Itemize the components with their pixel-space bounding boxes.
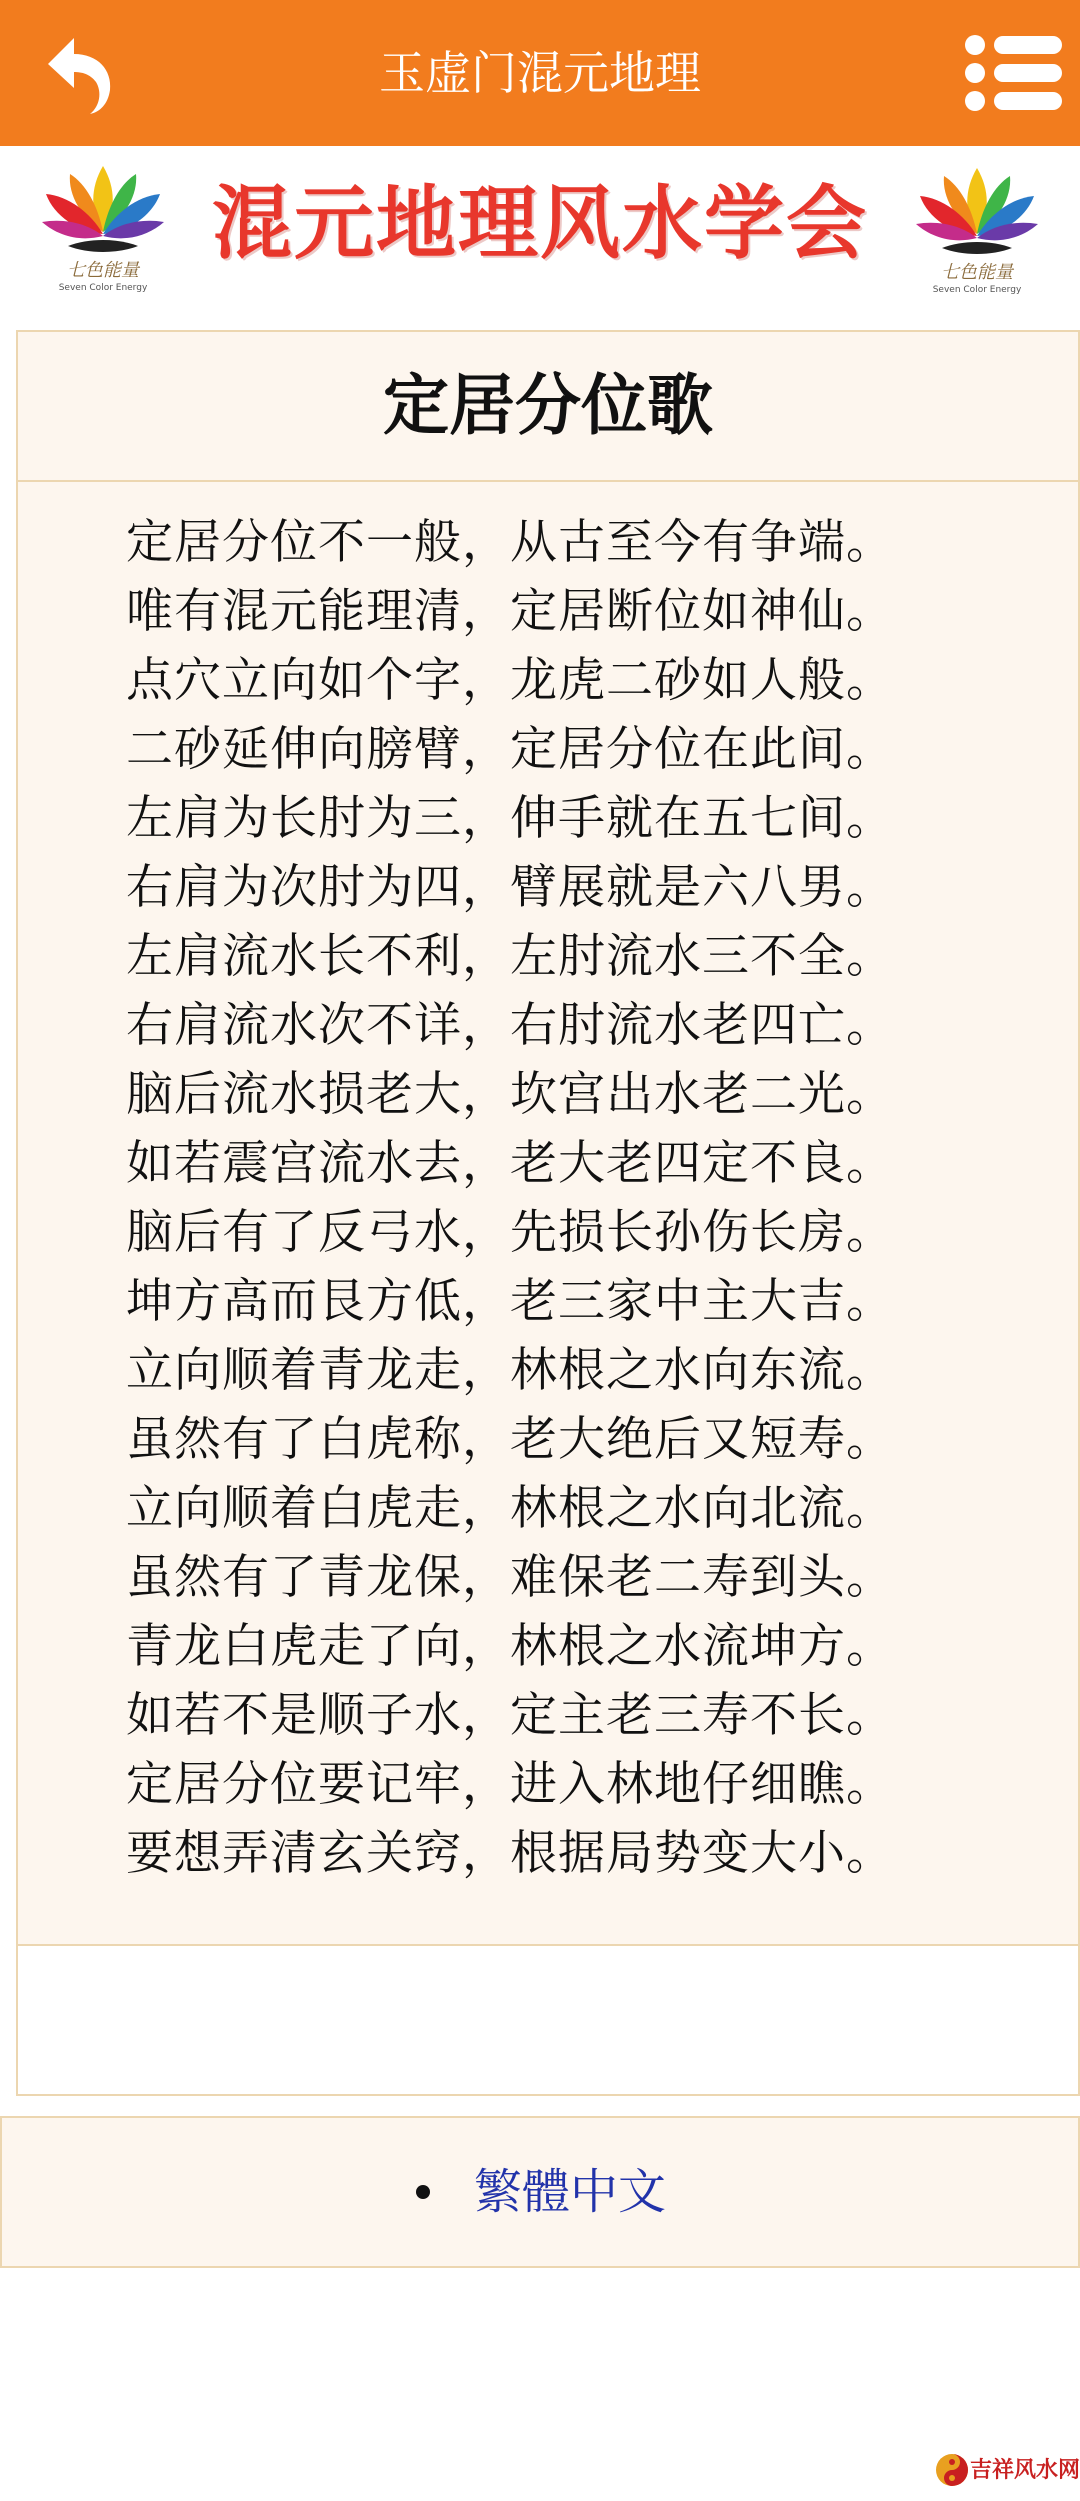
banner-title: 混元地理风水学会 <box>212 177 868 270</box>
poem-line: 定居分位不一般，从古至今有争端。 <box>126 515 894 570</box>
society-banner <box>0 146 1080 302</box>
list-menu-icon <box>964 34 1064 112</box>
poem-line: 右肩为次肘为四，臂展就是六八男。 <box>126 860 894 915</box>
poem-line: 虽然有了青龙保，难保老二寿到头。 <box>126 1550 894 1605</box>
poem-line: 青龙白虎走了向，林根之水流坤方。 <box>126 1619 894 1674</box>
page-title: 玉虚门混元地理 <box>379 46 701 100</box>
lotus-logo-right <box>902 156 1052 296</box>
traditional-chinese-link[interactable]: 繁體中文 <box>474 2164 667 2220</box>
language-switch-panel <box>0 2116 1080 2268</box>
lotus-logo-icon <box>902 156 1052 296</box>
yin-yang-logo-icon <box>934 2452 970 2488</box>
site-watermark <box>934 2448 1080 2492</box>
poem-line: 二砂延伸向膀臂，定居分位在此间。 <box>126 722 894 777</box>
poem-line: 如若不是顺子水，定主老三寿不长。 <box>126 1688 894 1743</box>
poem-line: 左肩为长肘为三，伸手就在五七间。 <box>126 791 894 846</box>
watermark-text: 吉祥风水网 <box>970 2457 1080 2483</box>
poem-line: 唯有混元能理清，定居断位如神仙。 <box>126 584 894 639</box>
article-body <box>18 482 1078 1946</box>
logo-left-caption: 七色能量 <box>67 260 139 281</box>
menu-button[interactable] <box>964 34 1064 112</box>
poem-line: 坤方高而艮方低，老三家中主大吉。 <box>126 1274 894 1329</box>
logo-right-subcaption: Seven Color Energy <box>932 285 1022 295</box>
poem-line: 右肩流水次不详，右肘流水老四亡。 <box>126 998 894 1053</box>
logo-right-caption: 七色能量 <box>941 262 1013 283</box>
poem-line: 立向顺着青龙走，林根之水向东流。 <box>126 1343 894 1398</box>
lotus-logo-icon <box>28 154 178 294</box>
poem-line: 如若震宫流水去，老大老四定不良。 <box>126 1136 894 1191</box>
list-bullet <box>416 2185 430 2199</box>
article-title-bar <box>18 332 1078 482</box>
poem-line: 脑后有了反弓水，先损长孙伤长房。 <box>126 1205 894 1260</box>
poem-line: 左肩流水长不利，左肘流水三不全。 <box>126 929 894 984</box>
poem-line: 脑后流水损老大，坎宫出水老二光。 <box>126 1067 894 1122</box>
poem-line: 虽然有了白虎称，老大绝后又短寿。 <box>126 1412 894 1467</box>
poem-line: 立向顺着白虎走，林根之水向北流。 <box>126 1481 894 1536</box>
article-container <box>16 330 1080 2096</box>
poem-line: 定居分位要记牢，进入林地仔细瞧。 <box>126 1757 894 1812</box>
poem-line: 点穴立向如个字，龙虎二砂如人般。 <box>126 653 894 708</box>
logo-left-subcaption: Seven Color Energy <box>58 283 148 293</box>
poem-line: 要想弄清玄关窍，根据局势变大小。 <box>126 1826 894 1881</box>
lotus-logo-left <box>28 154 178 294</box>
article-title: 定居分位歌 <box>383 367 713 444</box>
app-header <box>0 0 1080 146</box>
poem-lines <box>126 508 894 1888</box>
